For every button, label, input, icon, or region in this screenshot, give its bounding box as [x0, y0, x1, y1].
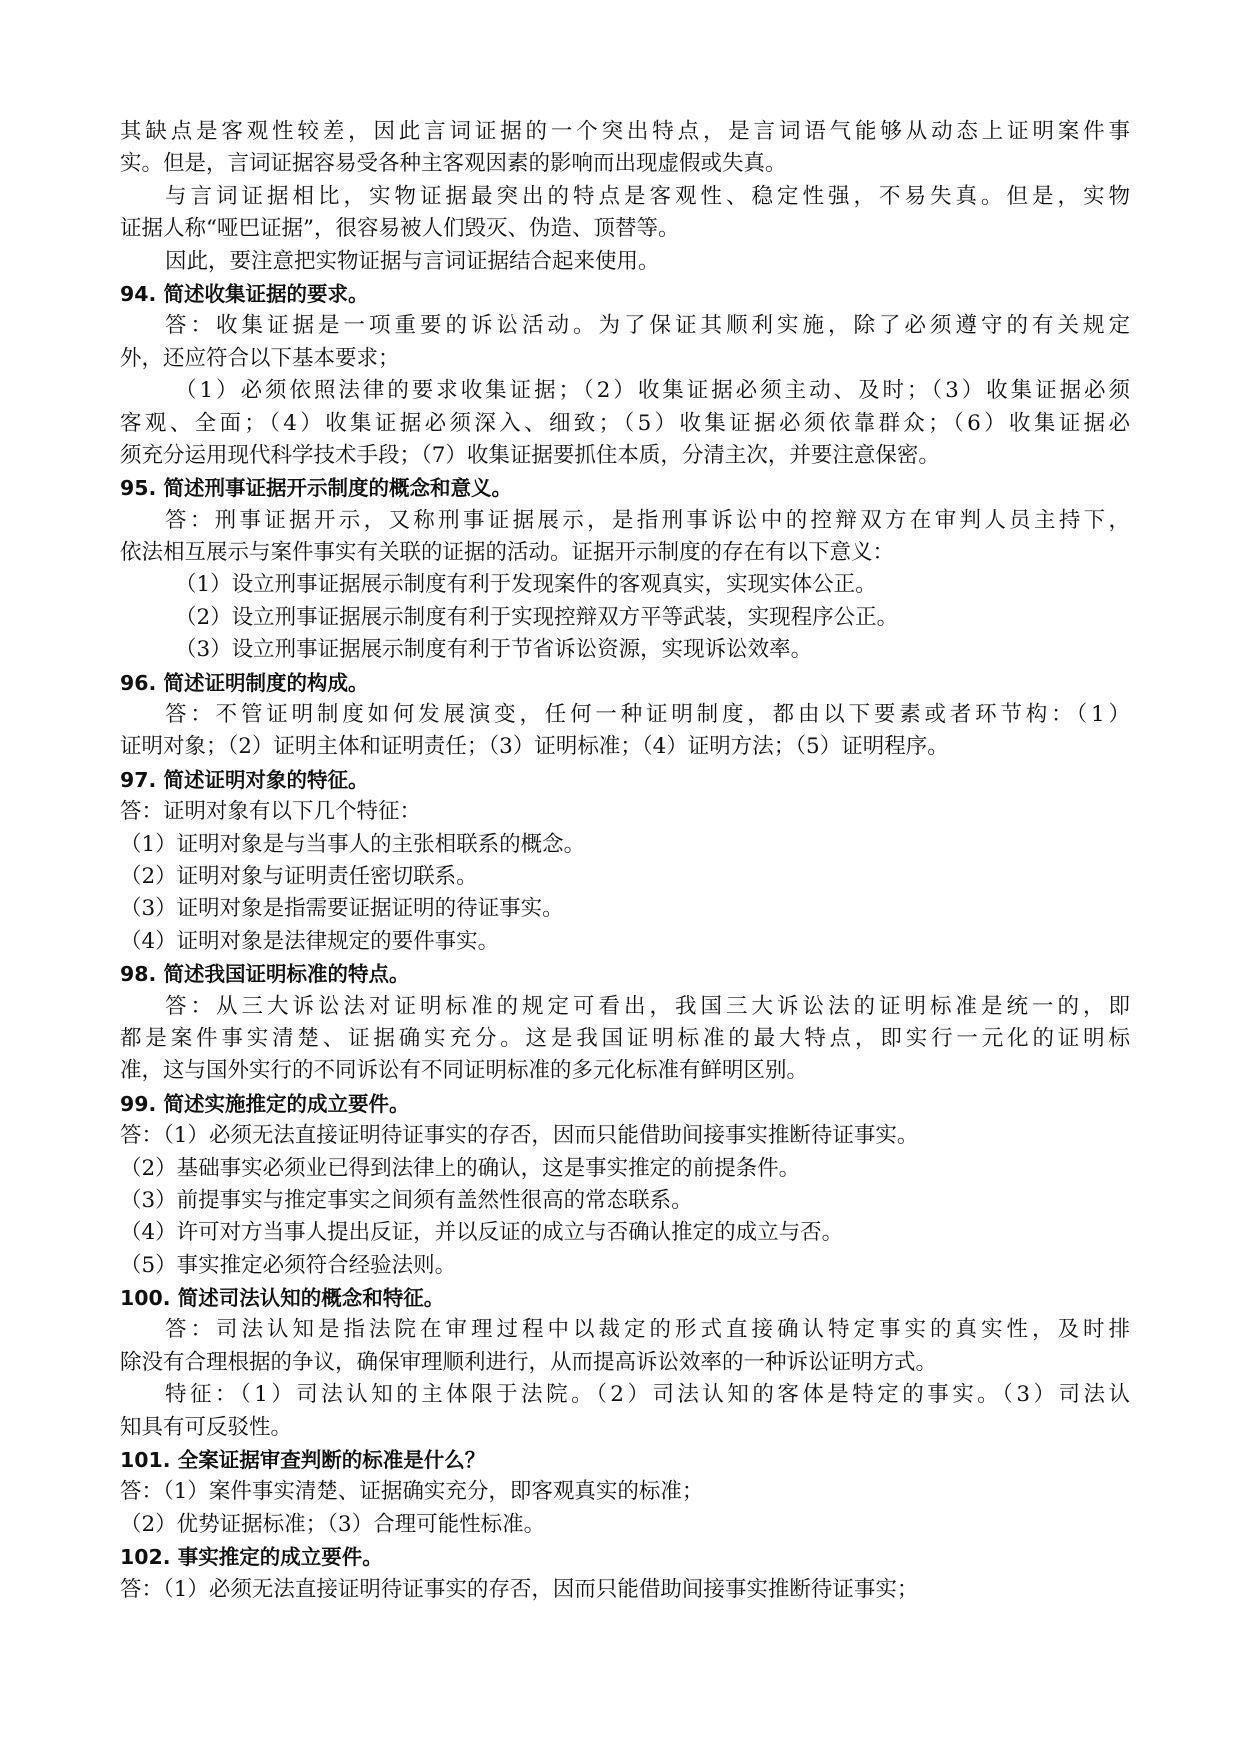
answer-line: 答：司法认知是指法院在审理过程中以裁定的形式直接确认特定事实的真实性，及时排 [165, 1317, 1130, 1343]
paragraph-line: 实。但是，言词证据容易受各种主客观因素的影响而出现虚假或失真。 [120, 151, 787, 177]
answer-line: 答：从三大诉讼法对证明标准的规定可看出，我国三大诉讼法的证明标准是统一的，即 [165, 993, 1130, 1019]
answer-line: 知具有可反驳性。 [120, 1414, 293, 1440]
answer-line: 答：刑事证据开示，又称刑事证据展示，是指刑事诉讼中的控辩双方在审判人员主持下， [165, 507, 1130, 533]
answer-line: 答：证明对象有以下几个特征： [120, 799, 422, 825]
question-heading-97: 97. 简述证明对象的特征。 [120, 767, 369, 792]
answer-line: （5）事实推定必须符合经验法则。 [120, 1252, 457, 1278]
answer-line: 答：不管证明制度如何发展演变，任何一种证明制度，都由以下要素或者环节构：（1） [165, 702, 1130, 728]
answer-line: （1）必须依照法律的要求收集证据；（2）收集证据必须主动、及时；（3）收集证据必须 [175, 378, 1130, 404]
answer-line: （3）前提事实与推定事实之间须有盖然性很高的常态联系。 [120, 1187, 693, 1213]
answer-line: （4）许可对方当事人提出反证，并以反证的成立与否确认推定的成立与否。 [120, 1220, 844, 1246]
answer-line: 证明对象；（2）证明主体和证明责任；（3）证明标准；（4）证明方法；（5）证明程序。 [120, 734, 949, 760]
paragraph-line: 与言词证据相比，实物证据最突出的特点是客观性、稳定性强，不易失真。但是，实物 [165, 183, 1130, 209]
question-heading-94: 94. 简述收集证据的要求。 [120, 281, 369, 306]
paragraph-line: 证据人称“哑巴证据”，很容易被人们毁灭、伪造、顶替等。 [120, 216, 680, 242]
paragraph-line: 因此，要注意把实物证据与言词证据结合起来使用。 [165, 248, 660, 274]
question-heading-95: 95. 简述刑事证据开示制度的概念和意义。 [120, 476, 512, 501]
answer-line: （2）证明对象与证明责任密切联系。 [120, 863, 478, 889]
answer-line: （3）证明对象是指需要证据证明的待证事实。 [120, 896, 564, 922]
answer-line: 都是案件事实清楚、证据确实充分。这是我国证明标准的最大特点，即实行一元化的证明标 [120, 1025, 1130, 1051]
answer-line: 答：（1）案件事实清楚、证据确实充分，即客观真实的标准； [120, 1479, 704, 1505]
question-heading-101: 101. 全案证据审查判断的标准是什么？ [120, 1448, 486, 1473]
answer-line: （2）基础事实必须业已得到法律上的确认，这是事实推定的前提条件。 [120, 1155, 801, 1181]
question-heading-102: 102. 事实推定的成立要件。 [120, 1545, 383, 1570]
answer-line: 客观、全面；（4）收集证据必须深入、细致；（5）收集证据必须依靠群众；（6）收集证据必 [120, 410, 1130, 436]
question-heading-98: 98. 简述我国证明标准的特点。 [120, 962, 410, 987]
answer-line: （2）设立刑事证据展示制度有利于实现控辩双方平等武装，实现程序公正。 [175, 604, 899, 630]
answer-line: 外，还应符合以下基本要求； [120, 345, 400, 371]
answer-line: 准，这与国外实行的不同诉讼有不同证明标准的多元化标准有鲜明区别。 [120, 1058, 809, 1084]
answer-line: 答：（1）必须无法直接证明待证事实的存否，因而只能借助间接事实推断待证事实； [120, 1576, 919, 1602]
answer-line: （3）设立刑事证据展示制度有利于节省诉讼资源，实现诉讼效率。 [175, 637, 813, 663]
paragraph-line: 其缺点是客观性较差，因此言词证据的一个突出特点，是言词语气能够从动态上证明案件事 [120, 119, 1130, 144]
answer-line: 答：收集证据是一项重要的诉讼活动。为了保证其顺利实施，除了必须遵守的有关规定 [165, 313, 1130, 339]
question-heading-96: 96. 简述证明制度的构成。 [120, 670, 369, 695]
answer-line: 须充分运用现代科学技术手段；（7）收集证据要抓住本质，分清主次，并要注意保密。 [120, 442, 940, 468]
answer-line: 答：（1）必须无法直接证明待证事实的存否，因而只能借助间接事实推断待证事实。 [120, 1123, 919, 1149]
answer-line: （2）优势证据标准；（3）合理可能性标准。 [120, 1511, 546, 1537]
answer-line: （4）证明对象是法律规定的要件事实。 [120, 928, 500, 954]
answer-line: （1）证明对象是与当事人的主张相联系的概念。 [120, 831, 586, 857]
question-heading-100: 100. 简述司法认知的概念和特征。 [120, 1286, 445, 1311]
answer-line: 特征：（1）司法认知的主体限于法院。（2）司法认知的客体是特定的事实。（3）司法认 [165, 1382, 1130, 1408]
answer-line: 依法相互展示与案件事实有关联的证据的活动。证据开示制度的存在有以下意义： [120, 540, 895, 566]
answer-line: （1）设立刑事证据展示制度有利于发现案件的客观真实，实现实体公正。 [175, 572, 877, 598]
answer-line: 除没有合理根据的争议，确保审理顺利进行，从而提高诉讼效率的一种诉讼证明方式。 [120, 1349, 938, 1375]
document-page [120, 116, 1130, 1606]
question-heading-99: 99. 简述实施推定的成立要件。 [120, 1091, 410, 1116]
